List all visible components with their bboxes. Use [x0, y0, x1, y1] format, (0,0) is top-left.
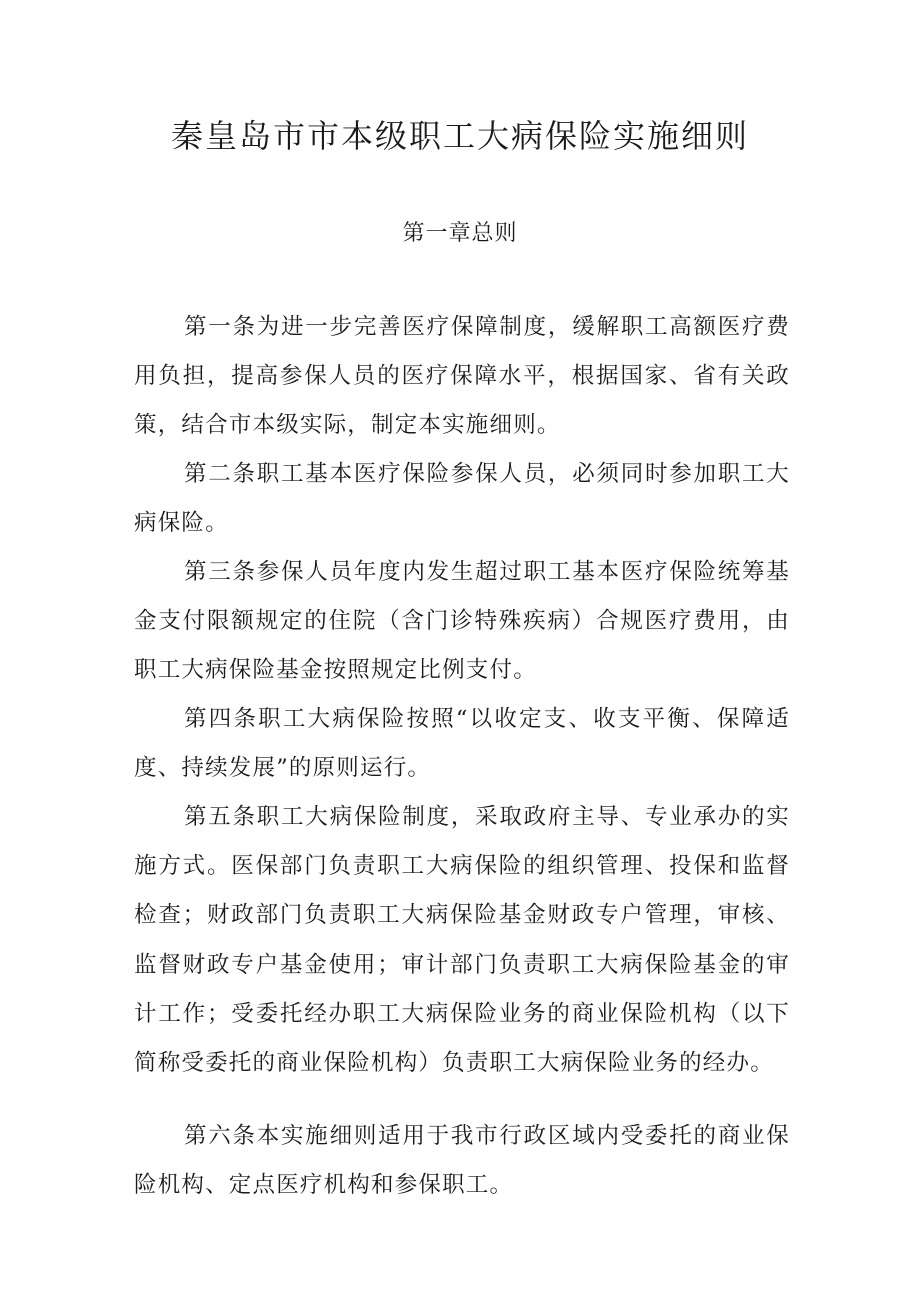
article-4: 第四条职工大病保险按照“以收定支、收支平衡、保障适度、持续发展”的原则运行。 — [134, 706, 790, 782]
document-title: 秦皇岛市市本级职工大病保险实施细则 — [170, 117, 749, 155]
article-1: 第一条为进一步完善医疗保障制度，缓解职工高额医疗费用负担，提高参保人员的医疗保障水平，根据国家、省有关政策，结合市本级实际，制定本实施细则。 — [134, 314, 790, 439]
article-2: 第二条职工基本医疗保险参保人员，必须同时参加职工大病保险。 — [134, 461, 790, 537]
article-5: 第五条职工大病保险制度，采取政府主导、专业承办的实施方式。医保部门负责职工大病保险的组织管理、投保和监督检查；财政部门负责职工大病保险基金财政专户管理，审核、监督财政专户基金使用；审计部门负责职工大病保险基金的审计工作；受委托经办职工大病保险业务的商业保险机构（以下简称受委托的商业保险机构）负责职工大病保险业务的经办。 — [134, 804, 790, 1077]
chapter-heading: 第一章总则 — [402, 221, 518, 246]
article-6: 第六条本实施细则适用于我市行政区域内受委托的商业保险机构、定点医疗机构和参保职工。 — [134, 1123, 790, 1199]
article-3: 第三条参保人员年度内发生超过职工基本医疗保险统筹基金支付限额规定的住院（含门诊特殊疾病）合规医疗费用，由职工大病保险基金按照规定比例支付。 — [134, 559, 790, 684]
